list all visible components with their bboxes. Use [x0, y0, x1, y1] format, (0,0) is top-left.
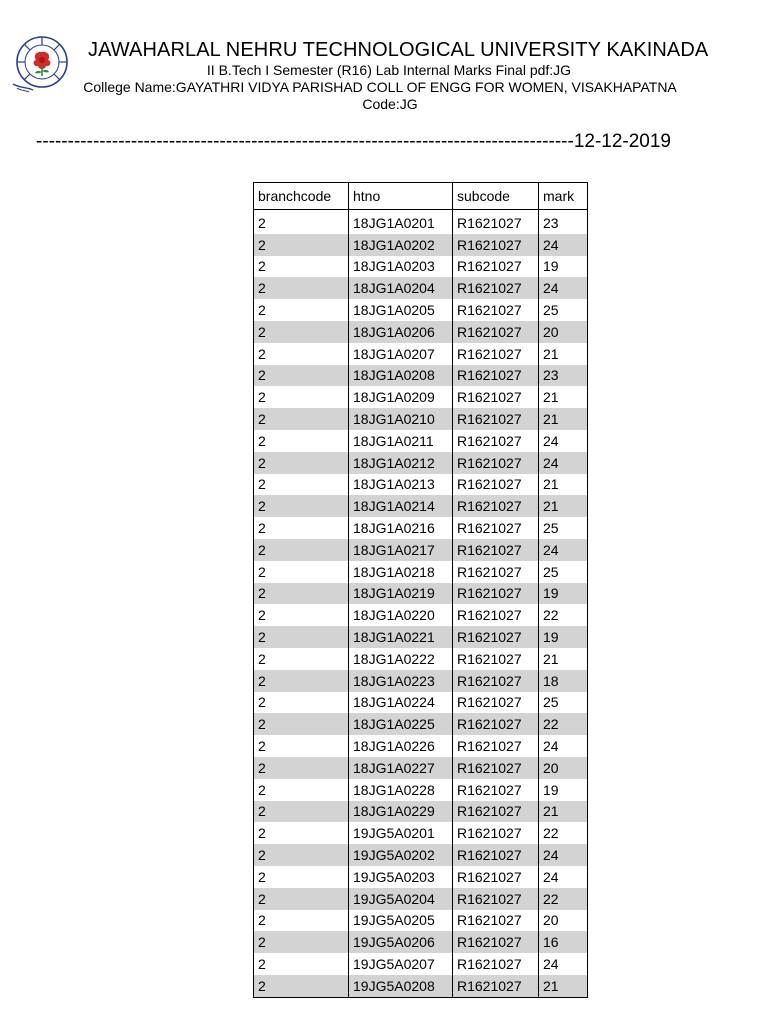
- htno-cell: 18JG1A0209: [349, 386, 453, 408]
- mark-cell: 24: [539, 953, 588, 975]
- branchcode-cell: 2: [254, 735, 349, 757]
- branchcode-cell: 2: [254, 210, 349, 234]
- column-header-htno: htno: [349, 183, 453, 210]
- htno-cell: 18JG1A0226: [349, 735, 453, 757]
- subcode-cell: R1621027: [453, 670, 539, 692]
- branchcode-cell: 2: [254, 604, 349, 626]
- mark-cell: 23: [539, 365, 588, 387]
- marks-table-body: [254, 210, 588, 998]
- subcode-cell: R1621027: [453, 517, 539, 539]
- subcode-cell: R1621027: [453, 408, 539, 430]
- table-row: [254, 888, 588, 910]
- college-code: Code:JG: [362, 96, 418, 112]
- subcode-cell: R1621027: [453, 474, 539, 496]
- subcode-cell: R1621027: [453, 210, 539, 234]
- subcode-cell: R1621027: [453, 604, 539, 626]
- mark-cell: 16: [539, 931, 588, 953]
- subcode-cell: R1621027: [453, 888, 539, 910]
- table-row: [254, 953, 588, 975]
- report-date: 12-12-2019: [573, 131, 672, 152]
- branchcode-cell: 2: [254, 713, 349, 735]
- table-row: [254, 539, 588, 561]
- subcode-cell: R1621027: [453, 626, 539, 648]
- mark-cell: 22: [539, 713, 588, 735]
- branchcode-cell: 2: [254, 953, 349, 975]
- branchcode-cell: 2: [254, 757, 349, 779]
- mark-cell: 21: [539, 386, 588, 408]
- mark-cell: 21: [539, 495, 588, 517]
- branchcode-cell: 2: [254, 517, 349, 539]
- branchcode-cell: 2: [254, 430, 349, 452]
- column-header-subcode: subcode: [453, 183, 539, 210]
- table-row: [254, 210, 588, 234]
- table-row: [254, 583, 588, 605]
- table-row: [254, 277, 588, 299]
- mark-cell: 25: [539, 299, 588, 321]
- table-row: [254, 801, 588, 823]
- column-header-mark: mark: [539, 183, 588, 210]
- branchcode-cell: 2: [254, 452, 349, 474]
- htno-cell: 18JG1A0210: [349, 408, 453, 430]
- mark-cell: 19: [539, 256, 588, 278]
- mark-cell: 22: [539, 888, 588, 910]
- university-title: JAWAHARLAL NEHRU TECHNOLOGICAL UNIVERSITY KAKINADA: [88, 39, 709, 61]
- htno-cell: 18JG1A0201: [349, 210, 453, 234]
- table-row: [254, 321, 588, 343]
- mark-cell: 21: [539, 474, 588, 496]
- subcode-cell: R1621027: [453, 757, 539, 779]
- branchcode-cell: 2: [254, 321, 349, 343]
- table-row: [254, 692, 588, 714]
- table-row: [254, 713, 588, 735]
- subcode-cell: R1621027: [453, 256, 539, 278]
- htno-cell: 19JG5A0205: [349, 910, 453, 932]
- subcode-cell: R1621027: [453, 343, 539, 365]
- subcode-cell: R1621027: [453, 321, 539, 343]
- table-row: [254, 386, 588, 408]
- branchcode-cell: 2: [254, 583, 349, 605]
- table-row: [254, 910, 588, 932]
- mark-cell: 23: [539, 210, 588, 234]
- table-header-row: [254, 183, 588, 210]
- htno-cell: 19JG5A0201: [349, 822, 453, 844]
- branchcode-cell: 2: [254, 408, 349, 430]
- htno-cell: 18JG1A0212: [349, 452, 453, 474]
- subcode-cell: R1621027: [453, 910, 539, 932]
- mark-cell: 25: [539, 517, 588, 539]
- mark-cell: 22: [539, 604, 588, 626]
- htno-cell: 18JG1A0213: [349, 474, 453, 496]
- table-row: [254, 866, 588, 888]
- table-row: [254, 474, 588, 496]
- table-row: [254, 648, 588, 670]
- subcode-cell: R1621027: [453, 234, 539, 256]
- htno-cell: 18JG1A0229: [349, 801, 453, 823]
- mark-cell: 24: [539, 735, 588, 757]
- htno-cell: 18JG1A0219: [349, 583, 453, 605]
- separator-dashes: -------------------------------------------------------------------------------------: [36, 131, 574, 152]
- table-row: [254, 626, 588, 648]
- htno-cell: 18JG1A0222: [349, 648, 453, 670]
- branchcode-cell: 2: [254, 561, 349, 583]
- table-row: [254, 408, 588, 430]
- branchcode-cell: 2: [254, 234, 349, 256]
- branchcode-cell: 2: [254, 910, 349, 932]
- branchcode-cell: 2: [254, 277, 349, 299]
- mark-cell: 24: [539, 430, 588, 452]
- htno-cell: 18JG1A0203: [349, 256, 453, 278]
- branchcode-cell: 2: [254, 822, 349, 844]
- mark-cell: 25: [539, 561, 588, 583]
- subcode-cell: R1621027: [453, 495, 539, 517]
- mark-cell: 20: [539, 321, 588, 343]
- branchcode-cell: 2: [254, 539, 349, 561]
- htno-cell: 18JG1A0225: [349, 713, 453, 735]
- mark-cell: 21: [539, 801, 588, 823]
- mark-cell: 20: [539, 910, 588, 932]
- subcode-cell: R1621027: [453, 692, 539, 714]
- branchcode-cell: 2: [254, 779, 349, 801]
- branchcode-cell: 2: [254, 474, 349, 496]
- branchcode-cell: 2: [254, 844, 349, 866]
- branchcode-cell: 2: [254, 975, 349, 997]
- table-row: [254, 604, 588, 626]
- mark-cell: 24: [539, 452, 588, 474]
- column-header-branchcode: branchcode: [254, 183, 349, 210]
- subcode-cell: R1621027: [453, 931, 539, 953]
- branchcode-cell: 2: [254, 343, 349, 365]
- table-row: [254, 757, 588, 779]
- mark-cell: 19: [539, 626, 588, 648]
- branchcode-cell: 2: [254, 365, 349, 387]
- mark-cell: 19: [539, 779, 588, 801]
- htno-cell: 18JG1A0221: [349, 626, 453, 648]
- subcode-cell: R1621027: [453, 299, 539, 321]
- htno-cell: 19JG5A0207: [349, 953, 453, 975]
- subcode-cell: R1621027: [453, 561, 539, 583]
- table-row: [254, 256, 588, 278]
- table-row: [254, 343, 588, 365]
- mark-cell: 18: [539, 670, 588, 692]
- htno-cell: 18JG1A0223: [349, 670, 453, 692]
- subcode-cell: R1621027: [453, 866, 539, 888]
- mark-cell: 24: [539, 234, 588, 256]
- htno-cell: 19JG5A0202: [349, 844, 453, 866]
- table-row: [254, 779, 588, 801]
- subcode-cell: R1621027: [453, 713, 539, 735]
- table-row: [254, 234, 588, 256]
- mark-cell: 24: [539, 866, 588, 888]
- branchcode-cell: 2: [254, 888, 349, 910]
- subcode-cell: R1621027: [453, 975, 539, 997]
- htno-cell: 19JG5A0206: [349, 931, 453, 953]
- table-row: [254, 670, 588, 692]
- mark-cell: 21: [539, 975, 588, 997]
- branchcode-cell: 2: [254, 801, 349, 823]
- mark-cell: 21: [539, 408, 588, 430]
- htno-cell: 18JG1A0218: [349, 561, 453, 583]
- table-row: [254, 365, 588, 387]
- branchcode-cell: 2: [254, 866, 349, 888]
- htno-cell: 18JG1A0220: [349, 604, 453, 626]
- subcode-cell: R1621027: [453, 801, 539, 823]
- htno-cell: 18JG1A0224: [349, 692, 453, 714]
- mark-cell: 24: [539, 539, 588, 561]
- htno-cell: 18JG1A0207: [349, 343, 453, 365]
- branchcode-cell: 2: [254, 386, 349, 408]
- table-row: [254, 561, 588, 583]
- marks-table: [253, 182, 588, 998]
- subcode-cell: R1621027: [453, 277, 539, 299]
- htno-cell: 18JG1A0216: [349, 517, 453, 539]
- mark-cell: 21: [539, 343, 588, 365]
- table-row: [254, 931, 588, 953]
- mark-cell: 19: [539, 583, 588, 605]
- subcode-cell: R1621027: [453, 953, 539, 975]
- htno-cell: 18JG1A0217: [349, 539, 453, 561]
- htno-cell: 19JG5A0203: [349, 866, 453, 888]
- table-row: [254, 822, 588, 844]
- subcode-cell: R1621027: [453, 735, 539, 757]
- branchcode-cell: 2: [254, 931, 349, 953]
- htno-cell: 18JG1A0211: [349, 430, 453, 452]
- college-name: College Name:GAYATHRI VIDYA PARISHAD COLL OF ENGG FOR WOMEN, VISAKHAPATNA: [83, 79, 677, 95]
- table-row: [254, 517, 588, 539]
- subcode-cell: R1621027: [453, 386, 539, 408]
- htno-cell: 18JG1A0204: [349, 277, 453, 299]
- subcode-cell: R1621027: [453, 452, 539, 474]
- date-separator-line: [36, 131, 731, 153]
- subcode-cell: R1621027: [453, 648, 539, 670]
- subcode-cell: R1621027: [453, 822, 539, 844]
- branchcode-cell: 2: [254, 692, 349, 714]
- table-row: [254, 844, 588, 866]
- table-row: [254, 430, 588, 452]
- branchcode-cell: 2: [254, 670, 349, 692]
- mark-cell: 24: [539, 844, 588, 866]
- subcode-cell: R1621027: [453, 539, 539, 561]
- subcode-cell: R1621027: [453, 365, 539, 387]
- htno-cell: 18JG1A0202: [349, 234, 453, 256]
- branchcode-cell: 2: [254, 648, 349, 670]
- htno-cell: 18JG1A0228: [349, 779, 453, 801]
- htno-cell: 18JG1A0208: [349, 365, 453, 387]
- exam-description: II B.Tech I Semester (R16) Lab Internal Marks Final pdf:JG: [206, 62, 572, 78]
- mark-cell: 22: [539, 822, 588, 844]
- htno-cell: 18JG1A0206: [349, 321, 453, 343]
- subcode-cell: R1621027: [453, 583, 539, 605]
- mark-cell: 24: [539, 277, 588, 299]
- branchcode-cell: 2: [254, 495, 349, 517]
- htno-cell: 18JG1A0214: [349, 495, 453, 517]
- subcode-cell: R1621027: [453, 779, 539, 801]
- table-row: [254, 452, 588, 474]
- subcode-cell: R1621027: [453, 844, 539, 866]
- htno-cell: 19JG5A0204: [349, 888, 453, 910]
- branchcode-cell: 2: [254, 626, 349, 648]
- branchcode-cell: 2: [254, 256, 349, 278]
- htno-cell: 18JG1A0227: [349, 757, 453, 779]
- branchcode-cell: 2: [254, 299, 349, 321]
- mark-cell: 25: [539, 692, 588, 714]
- htno-cell: 19JG5A0208: [349, 975, 453, 997]
- subcode-cell: R1621027: [453, 430, 539, 452]
- mark-cell: 20: [539, 757, 588, 779]
- table-row: [254, 975, 588, 997]
- table-row: [254, 299, 588, 321]
- table-row: [254, 735, 588, 757]
- mark-cell: 21: [539, 648, 588, 670]
- htno-cell: 18JG1A0205: [349, 299, 453, 321]
- table-row: [254, 495, 588, 517]
